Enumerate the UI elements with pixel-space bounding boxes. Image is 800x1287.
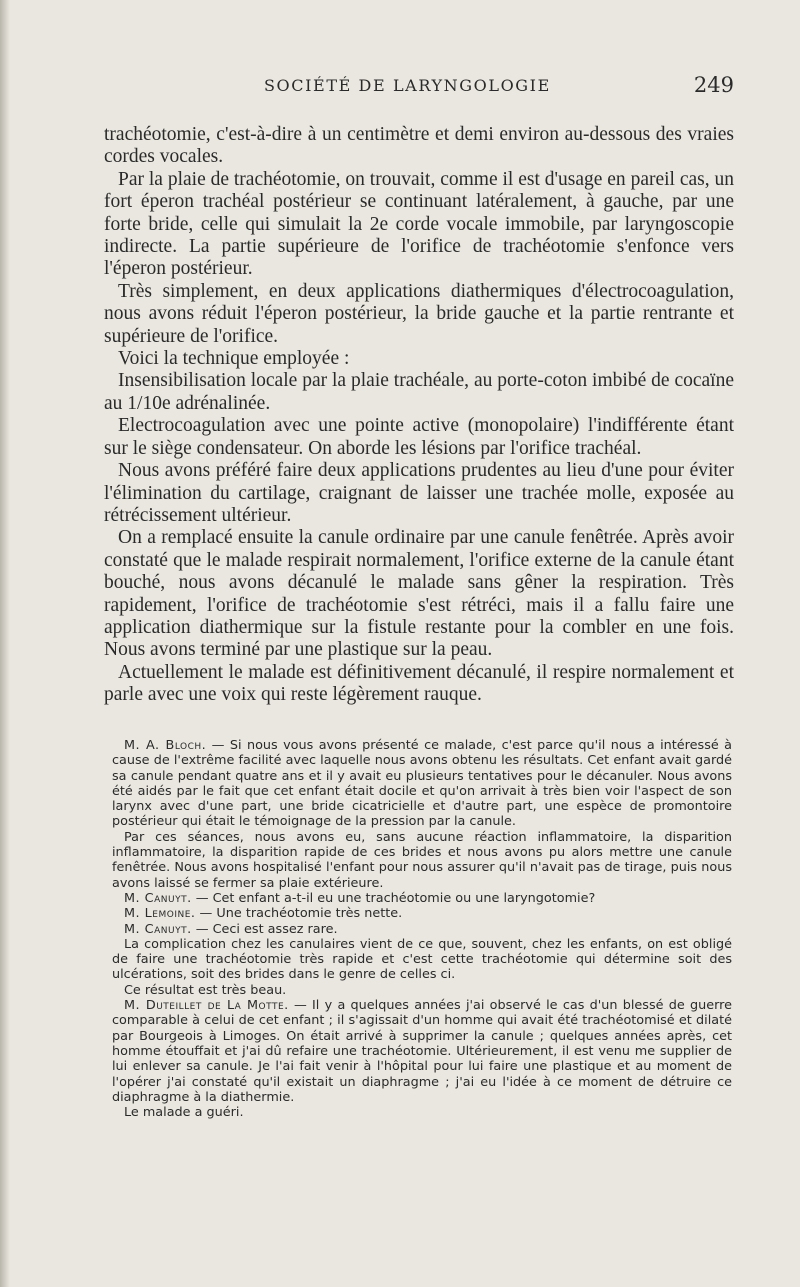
discussion-section <box>112 738 732 1120</box>
paragraph: Actuellement le malade est définitivement décanulé, il respire normalement et parle avec une voix qui reste légèrement rauque. <box>104 661 734 706</box>
running-header <box>104 73 734 100</box>
paragraph: Voici la technique employée : <box>118 348 350 370</box>
speaker-name: M. Canuyt. <box>124 890 192 906</box>
speech-text: Le malade a guéri. <box>124 1105 244 1121</box>
discussion-paragraph <box>112 738 732 830</box>
running-title: SOCIÉTÉ DE LARYNGOLOGIE <box>264 76 551 95</box>
discussion-paragraph <box>112 937 732 983</box>
speech-text: — Une trachéotomie très nette. <box>195 906 403 922</box>
discussion-paragraph <box>112 1105 732 1120</box>
speaker-name: M. Duteillet de La Motte. <box>124 998 289 1014</box>
discussion-paragraph <box>112 998 732 1105</box>
discussion-paragraph <box>112 906 732 921</box>
speech-text: La complication chez les canulaires vient de ce que, souvent, chez les enfants, on est obligé de faire une trachéotomie très rapide et c'est cette trachéotomie qui détermine soit des ulcérations, soit des brides dans le genre de celles ci. <box>112 936 732 983</box>
discussion-paragraph <box>112 830 732 891</box>
speech-text: — Ceci est assez rare. <box>191 921 338 937</box>
paragraph: trachéotomie, c'est-à-dire à un centimètre et demi environ au-dessous des vraies cordes vocales. <box>104 124 734 168</box>
speech-text: Ce résultat est très beau. <box>124 982 287 998</box>
paragraph: Insensibilisation locale par la plaie trachéale, au porte-coton imbibé de cocaïne au 1/10e adrénalinée. <box>104 370 734 414</box>
book-spine-shadow <box>0 0 10 1287</box>
speech-text: — Si nous vous avons présenté ce malade, c'est parce qu'il nous a intéressé à cause de l'extrême facilité avec laquelle nous avons obtenu les résultats. Cet enfant avait gardé sa canule pendant quatre ans et il y avait eu plusieurs tentatives pour le décanuler. Nous avons été aidés par le fait que cet enfant était docile et qu'on arrivait à très bien voir l'aspect de son larynx avec d'une part, une bride cicatricielle et d'autre part, une espèce de promontoire postérieur qui était le témoignage de la pression par la canule. <box>112 738 732 830</box>
speech-text: Par ces séances, nous avons eu, sans aucune réaction inflammatoire, la disparition inflammatoire, la disparition rapide de ces brides et nous avons pu alors mettre une canule fenêtrée. Nous avons hospitalisé l'enfant pour nous assurer qu'il n'avait pas de tirage, puis nous avons laissé se fermer sa plaie extérieure. <box>112 829 732 891</box>
paragraph: Nous avons préféré faire deux applications prudentes au lieu d'une pour éviter l'élimination du cartilage, craignant de laisser une trachée molle, exposée au rétrécissement ultérieur. <box>104 460 734 526</box>
speaker-name: M. Canuyt. <box>124 921 192 937</box>
page-number: 249 <box>693 73 734 97</box>
speaker-name: M. Lemoine. <box>124 906 196 922</box>
paragraph: Electrocoagulation avec une pointe active (monopolaire) l'indifférente étant sur le siège condensateur. On aborde les lésions par l'orifice trachéal. <box>104 415 734 459</box>
main-text <box>104 124 734 707</box>
speaker-name: M. A. Bloch. <box>124 738 207 753</box>
paragraph: Très simplement, en deux applications diathermiques d'électrocoagulation, nous avons réduit l'éperon postérieur, la bride gauche et la partie rentrante et supérieure de l'orifice. <box>104 280 734 347</box>
speech-text: — Cet enfant a-t-il eu une trachéotomie ou une laryngotomie? <box>191 890 596 906</box>
discussion-paragraph <box>112 922 732 937</box>
discussion-paragraph <box>112 983 732 998</box>
paragraph: Par la plaie de trachéotomie, on trouvait, comme il est d'usage en pareil cas, un fort éperon trachéal postérieur se continuant latéralement, à gauche, par une forte bride, celle qui simulait la 2e corde vocale immobile, par laryngoscopie indirecte. La partie supérieure de l'orifice de trachéotomie s'enfonce vers l'éperon postérieur. <box>104 168 734 280</box>
discussion-paragraph <box>112 891 732 906</box>
speech-text: — Il y a quelques années j'ai observé le cas d'un blessé de guerre comparable à celui de cet enfant ; il s'agissait d'un homme qui avait été trachéotomisé et dilaté par Bourgeois à Limoges. On était arrivé à supprimer la canule ; quelques années après, cet homme étouffait et j'ai dû refaire une trachéotomie. Ultérieurement, il est venu me supplier de lui enlever sa canule. Je l'ai fait venir à l'hôpital pour lui faire une plastique et au moment de l'opérer j'ai constaté qu'il existait un diaphragme ; j'ai eu l'idée à ce moment de détruire ce diaphragme à la diathermie. <box>112 998 732 1105</box>
paragraph: On a remplacé ensuite la canule ordinaire par une canule fenêtrée. Après avoir constaté que le malade respirait normalement, l'orifice externe de la canule étant bouché, nous avons décanulé le malade sans gêner la respiration. Très rapidement, l'orifice de trachéotomie s'est rétréci, mais il a fallu faire une application diathermique sur la fistule restante pour la combler en une fois. Nous avons terminé par une plastique sur la peau. <box>104 527 734 661</box>
